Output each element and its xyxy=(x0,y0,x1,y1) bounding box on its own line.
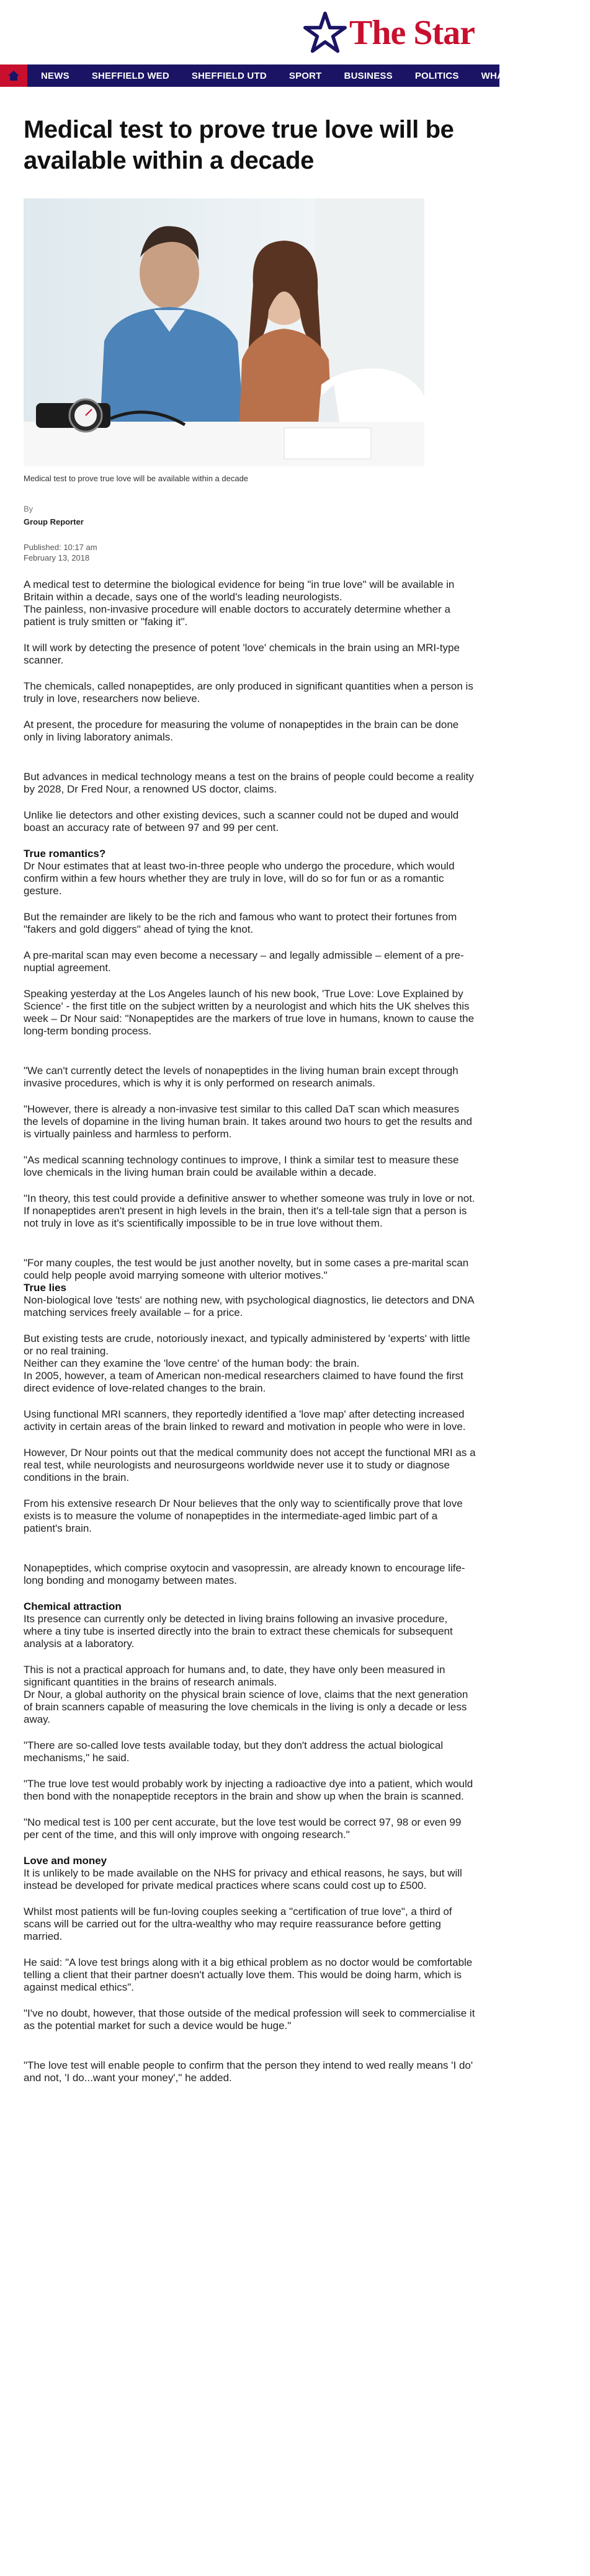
nav-whats-on[interactable]: WHAT'S ON xyxy=(481,70,535,81)
article-paragraph: Dr Nour, a global authority on the physical brain science of love, claims that the next generation of brain scanners capable of measuring the love chemicals in the living is only a decade or less away. xyxy=(24,1689,468,1725)
article-paragraph: It will work by detecting the presence of potent 'love' chemicals in the brain using an MRI-type scanner. xyxy=(24,642,460,666)
logo-text: The Star xyxy=(349,14,475,52)
star-logo-icon xyxy=(303,11,347,55)
article-paragraph: This is not a practical approach for humans and, to date, they have only been measured in significant quantities in the brains of research animals. xyxy=(24,1664,445,1688)
byline-label: By xyxy=(24,504,34,513)
article-paragraph: Its presence can currently only be detected in living brains following an invasive procedure, where a tiny tube is inserted directly into the brain to extract these chemicals for subsequent analysis at a laboratory. xyxy=(24,1613,453,1650)
article-paragraph: From his extensive research Dr Nour believes that the only way to scientifically prove that love exists is to measure the volume of nonapeptides in the intermediate-aged limbic part of a patient's brain. xyxy=(24,1498,463,1534)
article-hero-image[interactable] xyxy=(24,198,424,466)
article-paragraph: "As medical scanning technology continues to improve, I think a similar test to measure these love chemicals in the living human brain could be available within a decade. xyxy=(24,1154,459,1178)
article-headline: Medical test to prove true love will be available within a decade xyxy=(24,116,454,174)
section-subheading: True lies xyxy=(24,1282,66,1294)
masthead xyxy=(0,0,499,64)
article-paragraph: Whilst most patients will be fun-loving couples seeking a "certification of true love", a third of scans will be carried out for the ultra-wealthy who may require reassurance before getting married. xyxy=(24,1906,452,1942)
article-paragraph: "We can't currently detect the levels of nonapeptides in the living human brain except through invasive procedures, which is why it is only performed on research animals. xyxy=(24,1065,458,1089)
article-paragraph: Nonapeptides, which comprise oxytocin and vasopressin, are already known to encourage life-long bonding and monogamy between mates. xyxy=(24,1562,465,1586)
site-logo[interactable] xyxy=(303,11,475,55)
article-paragraph: The painless, non-invasive procedure will enable doctors to accurately determine whether a patient is truly smitten or "faking it". xyxy=(24,603,450,628)
section-subheading: Chemical attraction xyxy=(24,1601,122,1612)
article-paragraph: "For many couples, the test would be just another novelty, but in some cases a pre-marital scan could help people avoid marrying someone with ulterior motives." xyxy=(24,1257,469,1281)
nav-retro[interactable]: RETRO xyxy=(556,70,590,81)
article-paragraph: "However, there is already a non-invasive test similar to this called DaT scan which measures the levels of dopamine in the living human brain. It takes around two hours to get the results and is virtually painless and harmless to perform. xyxy=(24,1103,472,1140)
article-paragraph: However, Dr Nour points out that the medical community does not accept the functional MRI as a real test, while neurologists and neurosurgeons worldwide never use it to study or diagnose conditions in the brain. xyxy=(24,1447,476,1483)
article-paragraph: But existing tests are crude, notoriously inexact, and typically administered by 'experts' with little or no real training. xyxy=(24,1333,470,1357)
section-subheading: Love and money xyxy=(24,1855,107,1867)
article-paragraph: Using functional MRI scanners, they reportedly identified a 'love map' after detecting increased activity in certain areas of the brain linked to reward and motivation in people who were in love. xyxy=(24,1408,466,1432)
article-paragraph: Unlike lie detectors and other existing devices, such a scanner could not be duped and would boast an accuracy rate of between 97 and 99 per cent. xyxy=(24,809,459,833)
home-button[interactable] xyxy=(0,64,27,87)
author-name[interactable]: Group Reporter xyxy=(24,517,84,526)
article-paragraph: Non-biological love 'tests' are nothing new, with psychological diagnostics, lie detectors and DNA matching services freely available – for a price. xyxy=(24,1294,474,1318)
article-paragraph: "I've no doubt, however, that those outside of the medical profession will seek to commercialise it as the potential market for such a device would be huge." xyxy=(24,2007,475,2032)
article-paragraph: Speaking yesterday at the Los Angeles launch of his new book, 'True Love: Love Explained by Science' - the first title on the subject written by a neurologist and which hits the UK shelves this week – Dr Nour said: "Nonapeptides are the markers of true love in humans, known to cause the long-term bonding process. xyxy=(24,988,475,1037)
article-body xyxy=(24,579,476,2084)
article-paragraph: In 2005, however, a team of American non-medical researchers claimed to have found the first direct evidence of love-related changes to the brain. xyxy=(24,1370,463,1394)
image-caption: Medical test to prove true love will be available within a decade xyxy=(24,474,249,483)
article-paragraph: A medical test to determine the biological evidence for being "in true love" will be available in Britain within a decade, says one of the world's leading neurologists. xyxy=(24,579,455,603)
article-paragraph: "There are so-called love tests available today, but they don't address the actual biological mechanisms," he said. xyxy=(24,1739,444,1764)
section-subheading: True romantics? xyxy=(24,848,106,859)
article-paragraph: Dr Nour estimates that at least two-in-three people who undergo the procedure, which would confirm within a few hours whether they are truly in love, will do so for fun or as a romantic gesture. xyxy=(24,860,455,897)
published-date: February 13, 2018 xyxy=(24,553,90,562)
article-paragraph: He said: "A love test brings along with it a big ethical problem as no doctor would be comfortable telling a client that their partner doesn't actually love them. This would be doing harm, which is against medical ethics". xyxy=(24,1956,473,1993)
article-paragraph: Neither can they examine the 'love centre' of the human body: the brain. xyxy=(24,1357,360,1369)
article-paragraph: "The true love test would probably work by injecting a radioactive dye into a patient, which would then bond with the nonapeptide receptors in the brain and show up when the brain is scanned. xyxy=(24,1778,473,1802)
nav-news[interactable]: NEWS xyxy=(41,70,69,81)
nav-politics[interactable]: POLITICS xyxy=(414,70,459,81)
article-paragraph: "The love test will enable people to confirm that the person they intend to wed really means 'I do' and not, 'I do...want your money'," he added. xyxy=(24,2059,473,2084)
article-paragraph: But the remainder are likely to be the rich and famous who want to protect their fortunes from "fakers and gold diggers" ahead of tying the knot. xyxy=(24,911,457,935)
article-paragraph: The chemicals, called nonapeptides, are only produced in significant quantities when a person is truly in love, researchers now believe. xyxy=(24,680,473,704)
article-paragraph: "In theory, this test could provide a definitive answer to whether someone was truly in love or not. If nonapeptides aren't present in high levels in the brain, then it's a tell-tale sign that a person is not truly in love as it's scientifically impossible to be in true love without them. xyxy=(24,1193,475,1229)
article-paragraph: But advances in medical technology means a test on the brains of people could become a reality by 2028, Dr Fred Nour, a renowned US doctor, claims. xyxy=(24,771,474,795)
published-time: Published: 10:17 am xyxy=(24,543,97,552)
article-paragraph: A pre-marital scan may even become a necessary – and legally admissible – element of a pre-nuptial agreement. xyxy=(24,949,464,974)
main-nav xyxy=(0,64,590,87)
nav-sheffield-wed[interactable]: SHEFFIELD WED xyxy=(91,70,169,81)
doctor-consultation-illustration xyxy=(24,198,424,466)
nav-sheffield-utd[interactable]: SHEFFIELD UTD xyxy=(191,70,267,81)
nav-business[interactable]: BUSINESS xyxy=(344,70,393,81)
article-meta xyxy=(24,504,476,562)
article-paragraph: At present, the procedure for measuring the volume of nonapeptides in the brain can be done only in living laboratory animals. xyxy=(24,719,459,743)
home-icon xyxy=(7,70,20,81)
nav-sport[interactable]: SPORT xyxy=(288,70,322,81)
article xyxy=(0,114,499,2084)
article-paragraph: "No medical test is 100 per cent accurate, but the love test would be correct 97, 98 or even 99 per cent of the time, and this will only improve with ongoing research." xyxy=(24,1816,462,1841)
article-paragraph: It is unlikely to be made available on the NHS for privacy and ethical reasons, he says, but will instead be developed for private medical practices where scans could cost up to £500. xyxy=(24,1867,462,1891)
